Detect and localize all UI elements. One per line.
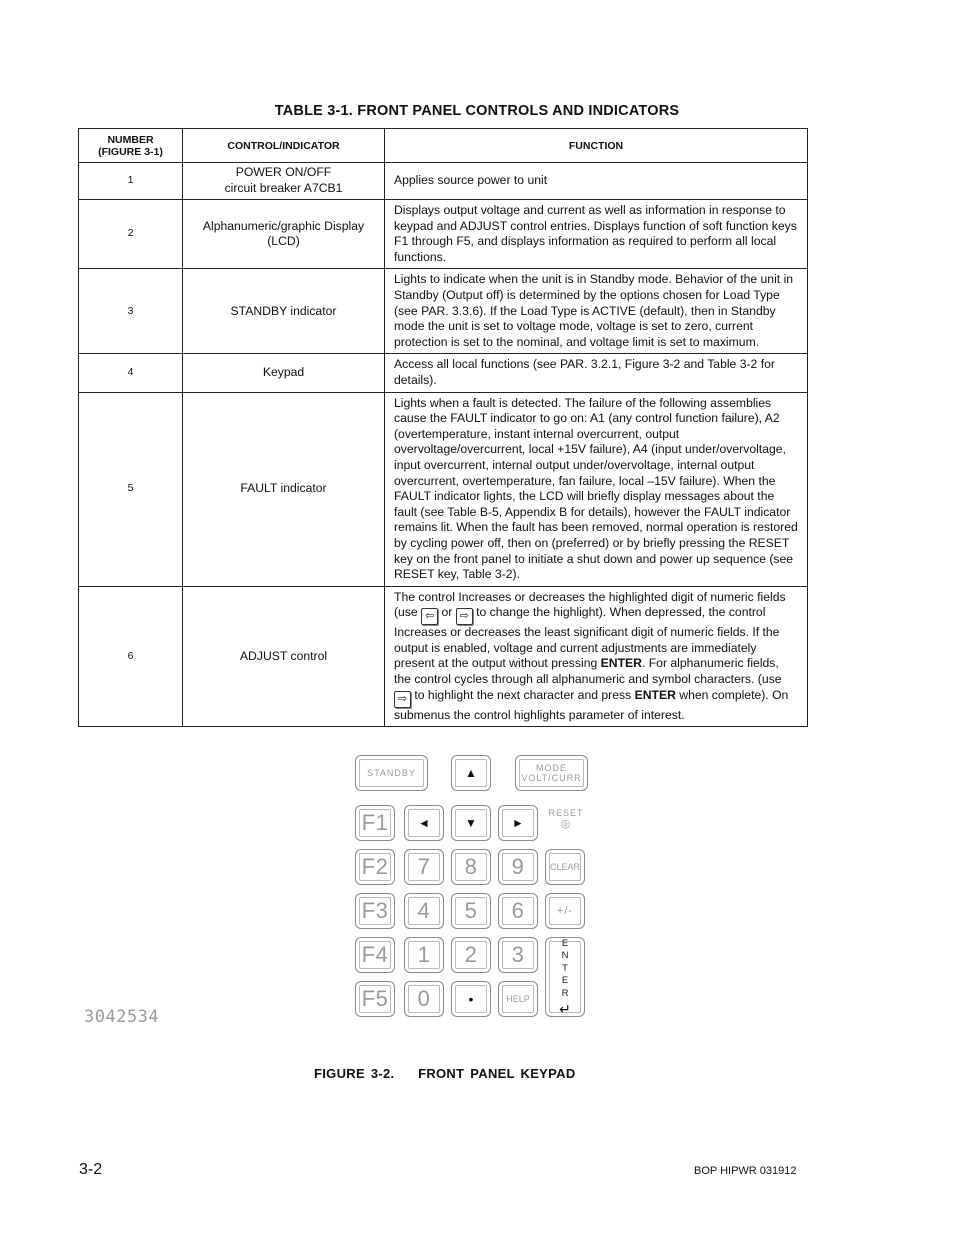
row-function: Displays output voltage and current as well as information in response to keypad and ADJUST control entries. Displays function of soft function keys F1 through F5, and displays information as required to perform all local functions. <box>385 200 808 269</box>
down-arrow-key[interactable]: ▼ <box>451 805 491 841</box>
mode-volt-curr-key[interactable] <box>515 755 588 791</box>
row-function <box>385 586 808 727</box>
clear-key[interactable]: CLEAR <box>545 849 585 885</box>
up-arrow-key[interactable]: ▲ <box>451 755 491 791</box>
control-line1: POWER ON/OFF <box>235 165 332 180</box>
right-arrow-key-icon: ⇨ <box>394 691 411 708</box>
function-text: to highlight the next character and press <box>411 687 635 702</box>
enter-bold-text: ENTER <box>600 656 642 671</box>
table-row <box>79 392 808 586</box>
right-arrow-key[interactable]: ► <box>498 805 538 841</box>
digit-6-key[interactable]: 6 <box>498 893 538 929</box>
row-number: 3 <box>79 269 183 354</box>
enter-bold-text: ENTER <box>634 687 676 702</box>
volt-curr-label: VOLT/CURR <box>521 773 582 783</box>
front-panel-keypad <box>350 750 590 1022</box>
row-function: Access all local functions (see PAR. 3.2.1, Figure 3-2 and Table 3-2 for details). <box>385 354 808 392</box>
function-text: when complete). On submenus the control highlights parameter of interest. <box>394 687 789 722</box>
mode-label: MODE <box>536 763 567 773</box>
control-line1: Alphanumeric/graphic Display <box>202 218 365 233</box>
row-number: 6 <box>79 586 183 727</box>
left-arrow-key[interactable]: ◄ <box>404 805 444 841</box>
row-number: 2 <box>79 200 183 269</box>
digit-7-key[interactable]: 7 <box>404 849 444 885</box>
table-row <box>79 163 808 200</box>
standby-key[interactable]: STANDBY <box>355 755 428 791</box>
row-control <box>183 163 385 200</box>
reset-label: RESET <box>548 808 584 818</box>
f1-key[interactable]: F1 <box>355 805 395 841</box>
table-title: TABLE 3-1. FRONT PANEL CONTROLS AND INDICATORS <box>274 103 680 119</box>
f4-key[interactable]: F4 <box>355 937 395 973</box>
enter-key[interactable] <box>545 937 585 1017</box>
header-control: CONTROL/INDICATOR <box>183 129 385 163</box>
table-row <box>79 200 808 269</box>
row-function: Lights when a fault is detected. The failure of the following assemblies cause the FAULT indicator to go on: A1 (any control function failure), A2 (overtemperature, instant internal overcurrent, output overvoltage/overcurrent, local +15V failure), A4 (input under/overvoltage, input overcurrent, internal output under/overvoltage, internal output overcurrent, overtemperature, fan failure, local –15V failure). When the FAULT indicator lights, the LCD will briefly display messages about the fault (see Table B-5, Appendix B for details), however the FAULT indicator remains lit. When the fault has been removed, normal operation is restored by cycling power off, then on (preferred) or by briefly pressing the RESET key on the front panel to initiate a shut down and power up sequence (see RESET key, Table 3-2). <box>385 392 808 586</box>
digit-1-key[interactable]: 1 <box>404 937 444 973</box>
f3-key[interactable]: F3 <box>355 893 395 929</box>
digit-5-key[interactable]: 5 <box>451 893 491 929</box>
return-arrow-icon: ↵ <box>559 1001 571 1018</box>
right-arrow-key-icon: ⇨ <box>456 608 473 625</box>
function-text: to change the highlight). When depressed, the control Increases or decreases the least significant digit of numeric fields. If the output is enabled, voltage and current adjustments are immediately present at the output without pressing <box>394 605 780 671</box>
plus-minus-key[interactable]: +/- <box>545 893 585 929</box>
figure-id-number: 3042534 <box>84 1007 160 1027</box>
digit-0-key[interactable]: 0 <box>404 981 444 1017</box>
control-line2: circuit breaker A7CB1 <box>224 181 343 195</box>
document-id: BOP HIPWR 031912 <box>694 1165 797 1177</box>
table-row <box>79 354 808 392</box>
page-number: 3-2 <box>79 1161 103 1178</box>
digit-3-key[interactable]: 3 <box>498 937 538 973</box>
row-control <box>183 200 385 269</box>
reset-button[interactable] <box>544 808 588 830</box>
row-function: Applies source power to unit <box>385 163 808 200</box>
digit-4-key[interactable]: 4 <box>404 893 444 929</box>
digit-8-key[interactable]: 8 <box>451 849 491 885</box>
row-number: 1 <box>79 163 183 200</box>
header-number-line2: (FIGURE 3-1) <box>98 145 163 158</box>
help-key[interactable]: HELP <box>498 981 538 1017</box>
control-line2: (LCD) <box>267 234 300 249</box>
row-control: Keypad <box>183 354 385 392</box>
function-text: . For alphanumeric fields, the control cycles through all alphanumeric and symbol characters. (use <box>394 656 782 687</box>
digit-9-key[interactable]: 9 <box>498 849 538 885</box>
header-number-line1: NUMBER <box>107 133 154 146</box>
digit-2-key[interactable]: 2 <box>451 937 491 973</box>
figure-caption: FIGURE 3-2. FRONT PANEL KEYPAD <box>314 1066 576 1081</box>
header-number <box>79 129 183 163</box>
row-control: FAULT indicator <box>183 392 385 586</box>
row-control: ADJUST control <box>183 586 385 727</box>
row-function: Lights to indicate when the unit is in Standby mode. Behavior of the unit in Standby (Output off) is determined by the options chosen for Load Type (see PAR. 3.3.6). If the Load Type is ACTIVE (default), then in Standby mode the unit is set to voltage mode, voltage is set to zero, current protection is set to the nominal, and voltage limit is set to maximum. <box>385 269 808 354</box>
row-number: 4 <box>79 354 183 392</box>
row-control: STANDBY indicator <box>183 269 385 354</box>
table-row <box>79 586 808 727</box>
reset-icon: ◎ <box>560 818 572 830</box>
f2-key[interactable]: F2 <box>355 849 395 885</box>
table-header-row <box>79 129 808 163</box>
controls-table <box>78 128 808 727</box>
f5-key[interactable]: F5 <box>355 981 395 1017</box>
decimal-point-key[interactable]: • <box>451 981 491 1017</box>
function-text: The control Increases or decreases the highlighted digit of numeric fields (use <box>394 589 786 620</box>
row-number: 5 <box>79 392 183 586</box>
function-text: or <box>438 605 456 620</box>
left-arrow-key-icon: ⇦ <box>421 608 438 625</box>
enter-label: E N T E R <box>561 937 569 999</box>
header-function: FUNCTION <box>385 129 808 163</box>
table-row <box>79 269 808 354</box>
